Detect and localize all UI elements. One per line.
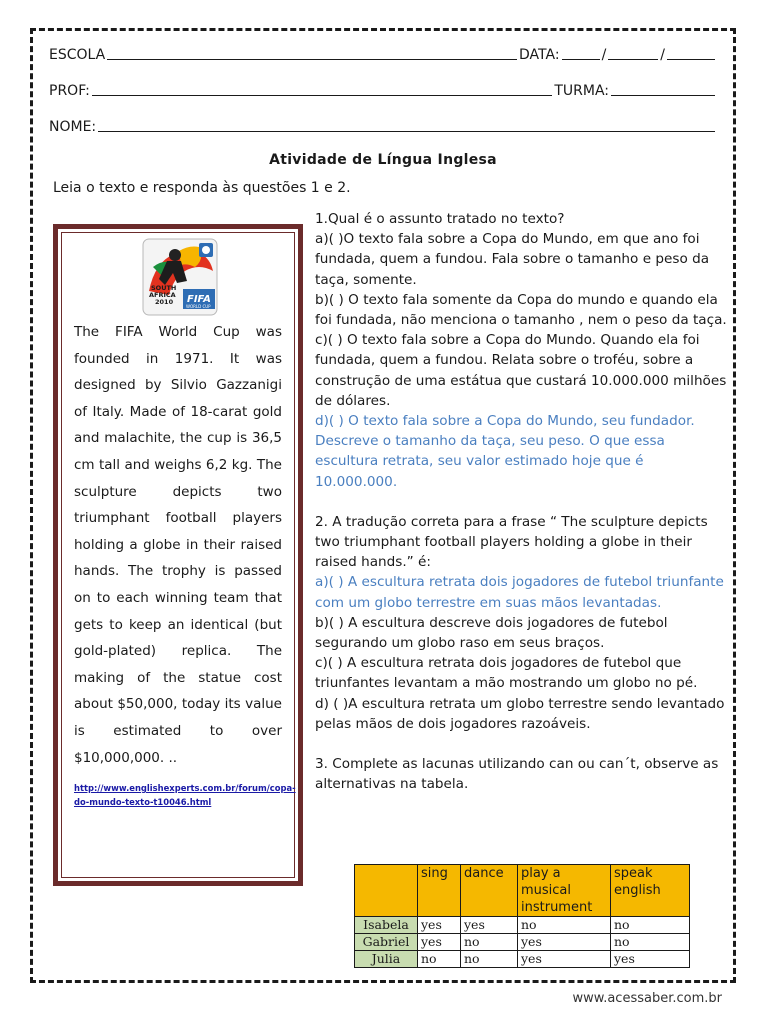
table-cell: no: [611, 934, 690, 951]
table-cell: yes: [518, 934, 611, 951]
question-2-option-a[interactable]: a)( ) A escultura retrata dois jogadores de futebol triunfante com um globo terrestre em suas mãos levantadas.: [315, 574, 724, 611]
table-cell: yes: [418, 934, 461, 951]
source-link[interactable]: http://www.englishexperts.com.br/forum/copa-do-mundo-texto-t10046.html: [74, 783, 296, 808]
school-label: ESCOLA: [49, 47, 106, 63]
question-1: [315, 209, 727, 492]
page-title: Atividade de Língua Inglesa: [269, 152, 497, 168]
teacher-line: [49, 79, 717, 99]
question-1-text: 1.Qual é o assunto tratado no texto?: [315, 211, 565, 227]
table-cell: Julia: [355, 951, 418, 968]
logo-text: FIFA: [187, 294, 211, 305]
table-row: [355, 951, 690, 968]
table-row: [355, 917, 690, 934]
table-header-cell: [355, 865, 418, 917]
table-header-cell: sing: [418, 865, 461, 917]
logo-text: AFRICA: [149, 291, 176, 299]
table-header-row: [355, 865, 690, 917]
question-2-option-b[interactable]: b)( ) A escultura descreve dois jogadores de futebol segurando um globo raso em seus braços.: [315, 614, 668, 652]
passage-text: The FIFA World Cup was founded in 1971. It was designed by Silvio Gazzanigi of Italy. Made of 18-carat gold and malachite, the cup is 36,5 cm tall and weighs 6,2 kg. The sculpture depicts two triumphant football players holding a globe in their raised hands. The trophy is passed on to each winning team that gets to keep an identical (but gold-plated) replica. The making of the statue cost about $50,000, today its value is estimated to over $10,000,000. ..: [74, 324, 282, 766]
table-cell: Gabriel: [355, 934, 418, 951]
name-label: NOME:: [49, 119, 97, 135]
table-cell: no: [518, 917, 611, 934]
table-cell: yes: [418, 917, 461, 934]
questions-column: [315, 209, 727, 794]
table-cell: yes: [611, 951, 690, 968]
table-cell: yes: [461, 917, 518, 934]
name-field[interactable]: [98, 117, 715, 132]
question-2-text: 2. A tradução correta para a frase “ The sculpture depicts two triumphant football players holding a globe in their raised hands.” é:: [315, 513, 708, 571]
date-label: DATA:: [519, 47, 560, 63]
question-2-option-d[interactable]: d) ( )A escultura retrata um globo terrestre sendo levantado pelas mãos de dois jogadores razoáveis.: [315, 695, 725, 732]
name-line: [49, 115, 717, 135]
question-2: [315, 512, 727, 734]
table-header-cell: dance: [461, 865, 518, 917]
question-1-option-c[interactable]: c)( ) O texto fala sobre a Copa do Mundo. Quando ela foi fundada, quem a fundou. Relata sobre o troféu, sobre a construção de uma estátua que custará 10.000.000 milhões de dólares.: [315, 332, 727, 409]
date-year-field[interactable]: [667, 45, 715, 60]
teacher-label: PROF:: [49, 83, 90, 99]
logo-text: WORLD CUP: [186, 304, 211, 309]
teacher-field[interactable]: [92, 81, 552, 96]
table-cell: no: [461, 951, 518, 968]
question-3: [315, 754, 727, 794]
footer-site: www.acessaber.com.br: [572, 991, 722, 1006]
class-label: TURMA:: [554, 83, 609, 99]
table-cell: no: [611, 917, 690, 934]
table-header-cell: speak english: [611, 865, 690, 917]
date-separator: /: [660, 47, 665, 63]
logo-text: SOUTH: [151, 284, 177, 292]
table-cell: Isabela: [355, 917, 418, 934]
question-3-text: 3. Complete as lacunas utilizando can ou can´t, observe as alternativas na tabela.: [315, 756, 719, 793]
table-header-cell: play a musical instrument: [518, 865, 611, 917]
table-cell: no: [418, 951, 461, 968]
question-1-option-b[interactable]: b)( ) O texto fala somente da Copa do mundo e quando ela foi fundada, não menciona o tamanho , nem o peso da taça.: [315, 291, 727, 329]
instructions: Leia o texto e responda às questões 1 e 2.: [53, 180, 351, 196]
class-field[interactable]: [611, 81, 715, 96]
world-cup-logo: [129, 237, 227, 317]
date-day-field[interactable]: [562, 45, 600, 60]
school-line: [49, 43, 717, 63]
reading-passage-box: [53, 224, 303, 886]
date-separator: /: [601, 47, 607, 63]
question-1-option-a[interactable]: a)( )O texto fala sobre a Copa do Mundo, em que ano foi fundada, quem a fundou. Fala sobre o tamanho e peso da taça, somente.: [315, 231, 710, 288]
question-1-option-d[interactable]: d)( ) O texto fala sobre a Copa do Mundo, seu fundador. Descreve o tamanho da taça, seu peso. O que essa escultura retrata, seu valor estimado hoje que é 10.000.000.: [315, 413, 695, 490]
school-field[interactable]: [107, 45, 517, 60]
table-row: [355, 934, 690, 951]
abilities-table: [354, 864, 690, 968]
question-2-option-c[interactable]: c)( ) A escultura retrata dois jogadores de futebol que triunfantes levantam a mão mostrando um globo no pé.: [315, 655, 698, 692]
date-month-field[interactable]: [608, 45, 658, 60]
logo-text: 2010: [155, 298, 174, 306]
worksheet-frame: [30, 28, 736, 983]
table-cell: yes: [518, 951, 611, 968]
table-cell: no: [461, 934, 518, 951]
